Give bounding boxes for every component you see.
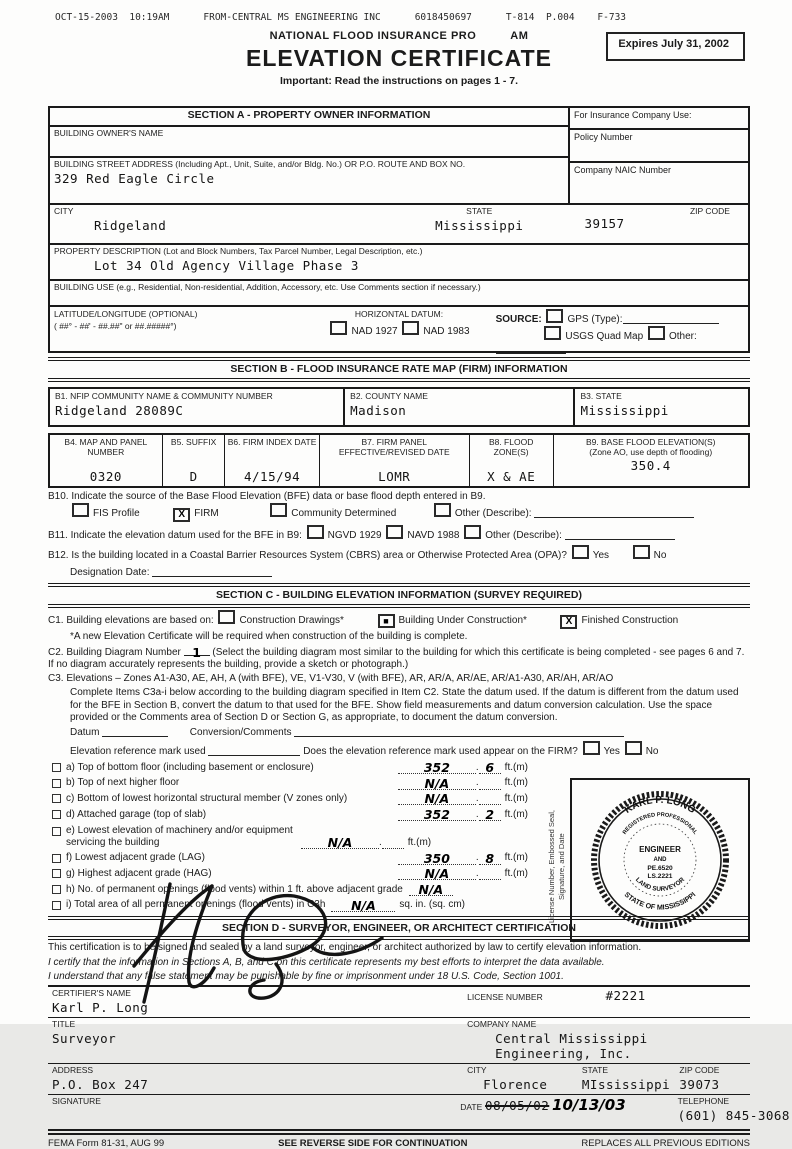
item-e-value: N/A: [301, 837, 379, 849]
certifier-state-label: STATE: [581, 1064, 609, 1075]
seal-surveyor-arc: LAND SURVEYOR: [633, 876, 687, 893]
address-label: ADDRESS: [52, 1064, 94, 1075]
b4-value: 0320: [89, 468, 122, 484]
item-d-decimal: 2: [479, 809, 501, 821]
certifier-name-row: [48, 987, 750, 1018]
item-g-value: N/A: [398, 868, 476, 880]
item-c-unit: ft.(m): [504, 793, 528, 805]
item-i-unit: sq. in. (sq. cm): [399, 899, 465, 911]
certifier-table: [48, 985, 790, 1131]
b9-header-cell: [553, 435, 748, 486]
seal-pe-number: PE.6520: [647, 864, 673, 872]
date-handwritten-value: 10/13/03: [552, 1095, 626, 1114]
telephone-label: TELEPHONE: [677, 1095, 730, 1106]
b6-value: 4/15/94: [244, 468, 301, 484]
building-under-construction-label: Building Under Construction*: [398, 614, 527, 626]
policy-number-field: Policy Number: [570, 130, 748, 163]
item-i-value: N/A: [331, 900, 395, 912]
item-e-checkbox: [52, 827, 61, 836]
form-header: [48, 30, 750, 102]
checkbox-b11-other: [464, 525, 481, 539]
b10-other-label: Other (Describe):: [454, 508, 532, 520]
program-name: NATIONAL FLOOD INSURANCE PRO: [269, 30, 477, 42]
item-g-checkbox: [52, 869, 61, 878]
b3-field: [573, 389, 748, 425]
firm-mark-yes-label: Yes: [603, 746, 620, 758]
reference-mark-question: Does the elevation reference mark used appear on the FIRM?: [303, 746, 578, 758]
building-use-field: [50, 281, 748, 307]
construction-drawings-label: Construction Drawings*: [239, 614, 344, 626]
item-b-unit: ft.(m): [504, 777, 528, 789]
street-address-field: [50, 158, 568, 196]
seal-note-line1: License Number, Embossed Seal,: [546, 810, 556, 924]
property-description-field: [50, 245, 748, 281]
item-g-label: g) Highest adjacent grade (HAG): [66, 868, 212, 880]
item-e-decimal: [382, 848, 404, 849]
checkbox-gps: [546, 309, 563, 323]
seal-state-arc: STATE OF MISSISSIPPI: [622, 889, 698, 912]
b10-other-blank: [534, 507, 694, 518]
zip-field: [580, 205, 748, 243]
checkbox-fis-profile: [72, 503, 89, 517]
latlong-format: ( ##° - ##' - ##.##" or ##.#####°): [54, 321, 177, 332]
certifier-city-value: Florence: [483, 1076, 548, 1092]
b4-header-cell: [50, 435, 162, 486]
fax-codes: T-814 P.004 F-733: [505, 12, 627, 23]
item-d-checkbox: [52, 810, 61, 819]
item-i-checkbox: [52, 901, 61, 910]
item-c-label: c) Bottom of lowest horizontal structural member (V zones only): [66, 793, 348, 805]
checkbox-usgs-quad: [544, 326, 561, 340]
designation-date-line: [48, 566, 750, 579]
b11-text: B11. Indicate the elevation datum used for the BFE in B9:: [48, 530, 302, 542]
certifier-state-field: [578, 1064, 676, 1094]
elevation-item-i: [48, 899, 528, 911]
form-footer: [48, 1133, 750, 1149]
certifier-city-label: CITY: [467, 1064, 487, 1075]
c1-text: C1. Building elevations are based on:: [48, 614, 214, 626]
nad-1927-label: NAD 1927: [351, 326, 398, 338]
b2-label: B2. COUNTY NAME: [350, 390, 428, 401]
elevation-item-e: e) Lowest elevation of machinery and/or equipment servicing the building N/A . ft.(m): [48, 825, 528, 849]
footer-center-note: SEE REVERSE SIDE FOR CONTINUATION: [278, 1137, 468, 1149]
title-company-row: [48, 1018, 750, 1064]
source-other-blank: [496, 343, 566, 354]
checkbox-construction-drawings: [218, 610, 235, 624]
checkbox-building-under-construction: [378, 614, 395, 628]
item-e-unit: ft.(m): [407, 836, 432, 848]
footer-right-note: REPLACES ALL PREVIOUS EDITIONS: [581, 1137, 750, 1149]
horizontal-datum-label: HORIZONTAL DATUM:: [354, 309, 444, 319]
checkbox-ngvd-1929: [307, 525, 324, 539]
item-a-unit: ft.(m): [504, 761, 528, 773]
c1-line: [48, 610, 750, 629]
b10-line: [48, 491, 750, 522]
license-number-value: #2221: [605, 988, 646, 1004]
horizontal-datum-field: [302, 309, 495, 357]
firm-map-table: [48, 433, 750, 488]
cbrs-no-label: No: [653, 550, 667, 562]
elevation-item-d: d) Attached garage (top of slab) 352 . 2 ft.(m): [48, 809, 528, 821]
b4-label: B4. MAP AND PANEL NUMBER: [64, 436, 148, 458]
designation-date-blank: [152, 566, 272, 577]
section-d-intro2: I certify that the information in Sections A, B, and C on this certificate represents my best efforts to interpret the data available.: [48, 956, 605, 968]
city-field: [50, 205, 378, 243]
b7-header-cell: [319, 435, 469, 486]
source-field: [496, 309, 744, 357]
property-description-label: PROPERTY DESCRIPTION (Lot and Block Numbers, Tax Parcel Number, Legal Description, etc.): [54, 246, 423, 256]
designation-date-label: Designation Date:: [70, 566, 150, 578]
certifier-name-label: CERTIFIER'S NAME: [52, 988, 131, 999]
certifier-name-field: [48, 987, 463, 1017]
section-a-title: SECTION A - PROPERTY OWNER INFORMATION: [50, 108, 568, 127]
checkbox-finished-construction: [560, 615, 577, 629]
item-b-decimal: [479, 789, 501, 790]
fax-number: 6018450697: [414, 12, 472, 23]
usgs-label: USGS Quad Map: [565, 331, 644, 343]
property-description-value: Lot 34 Old Agency Village Phase 3: [94, 258, 359, 274]
insurance-use-label: For Insurance Company Use:: [570, 108, 748, 130]
b6-header-cell: [224, 435, 318, 486]
b12-text: B12. Is the building located in a Coastal Barrier Resources System (CBRS) area or Otherwise Protected Area (OPA)?: [48, 550, 567, 562]
b8-label: B8. FLOOD ZONE(S): [488, 436, 534, 458]
certifier-zip-value: 39073: [679, 1076, 720, 1092]
source-label: SOURCE:: [495, 314, 542, 325]
nad-1983-label: NAD 1983: [423, 326, 470, 338]
item-f-unit: ft.(m): [504, 852, 528, 864]
owner-name-label: BUILDING OWNER'S NAME: [54, 128, 164, 138]
item-b-label: b) Top of next higher floor: [66, 777, 180, 789]
section-b-community-row: [48, 387, 750, 427]
elevation-item-b: b) Top of next higher floor N/A . ft.(m): [48, 777, 528, 789]
title-label: TITLE: [52, 1019, 76, 1030]
checkbox-firm-mark-no: [625, 741, 642, 755]
certifier-name-value: Karl P. Long: [52, 1000, 149, 1016]
title-value: Surveyor: [52, 1031, 117, 1047]
reference-mark-line: [48, 741, 750, 758]
address-city-row: [48, 1064, 750, 1095]
b3-value: Mississippi: [580, 402, 669, 418]
expiration-box: Expires July 31, 2002: [606, 32, 745, 61]
certifier-zip-field: [675, 1064, 750, 1094]
fax-sender: FROM-CENTRAL MS ENGINEERING INC: [203, 12, 381, 23]
item-d-unit: ft.(m): [504, 808, 528, 820]
seal-registered-arc: REGISTERED PROFESSIONAL: [621, 811, 699, 836]
item-f-value: 350: [398, 853, 476, 865]
item-g-unit: ft.(m): [504, 868, 528, 880]
checkbox-source-other: [648, 326, 665, 340]
section-c-title: SECTION C - BUILDING ELEVATION INFORMATION (SURVEY REQUIRED): [48, 583, 750, 608]
item-a-checkbox: [52, 763, 61, 772]
signature-date-row: [48, 1095, 790, 1131]
checkbox-cbrs-yes: [572, 545, 589, 559]
item-c-value: N/A: [398, 793, 476, 805]
item-a-label: a) Top of bottom floor (including basement or enclosure): [66, 761, 314, 773]
b2-field: [343, 389, 573, 425]
city-value: Ridgeland: [94, 218, 167, 234]
firm-check-mark: X: [178, 509, 186, 521]
fema-form-id: FEMA Form 81-31, AUG 99: [48, 1137, 165, 1149]
checkbox-community-determined: [270, 503, 287, 517]
b2-value: Madison: [350, 402, 407, 418]
company-field: [463, 1018, 750, 1063]
svg-text:STATE OF MISSISSIPPI: [623, 890, 698, 912]
b8-header-cell: [469, 435, 553, 486]
b1-field: [50, 389, 343, 425]
c3-paragraph: Complete Items C3a-i below according to the building diagram specified in Item C2. State the datum used. If the datum is different from the datum used for the BFE in Section B, convert the datum to that used for the BFE. Show field measurements and datum conversion calculation. Use the space provided or the Comments area of Section D or Section G, as appropriate, to document the datum conversion.: [70, 687, 739, 723]
surveyor-seal-icon: [585, 785, 735, 935]
item-i-label: i) Total area of all permanent openings (flood vents) in C3h: [66, 899, 326, 911]
seal-name-arc: KARL P. LONG: [622, 794, 698, 816]
finished-construction-mark: X: [565, 615, 573, 627]
certifier-city-field: [463, 1064, 578, 1094]
item-a-decimal: 6: [479, 762, 501, 774]
city-state-zip-row: [50, 203, 748, 245]
item-h-label: h) No. of permanent openings (flood vents) within 1 ft. above adjacent grade: [66, 883, 403, 895]
b5-header-cell: [162, 435, 225, 486]
insurance-company-use-box: [570, 108, 748, 203]
checkbox-nad-1927: [330, 321, 347, 335]
b9-sublabel: (Zone AO, use depth of flooding): [589, 447, 713, 458]
address-field: [48, 1064, 463, 1094]
signature-label: SIGNATURE: [52, 1095, 101, 1106]
item-c-checkbox: [52, 794, 61, 803]
datum-line: [48, 726, 750, 739]
b5-label: B5. SUFFIX: [170, 436, 217, 447]
ngvd-1929-label: NGVD 1929: [327, 530, 382, 542]
b6-label: B6. FIRM INDEX DATE: [227, 436, 317, 447]
elevation-items-area: [48, 759, 750, 924]
section-d-intro3: I understand that any false statement may be punishable by fine or imprisonment under 18 U.S. Code, Section 1001.: [48, 970, 564, 982]
b5-value: D: [189, 468, 198, 484]
b9-value: 350.4: [630, 457, 671, 473]
company-label: COMPANY NAME: [467, 1019, 537, 1030]
item-f-decimal: 8: [479, 853, 501, 865]
community-determined-label: Community Determined: [291, 508, 397, 520]
gps-label: GPS (Type):: [567, 314, 623, 325]
fis-profile-label: FIS Profile: [93, 508, 140, 520]
program-suffix: AM: [510, 30, 529, 42]
owner-name-field: [50, 127, 568, 158]
checkbox-firm: [173, 508, 190, 522]
item-d-value: 352: [398, 809, 476, 821]
c2-suffix: (Select the building diagram most similar to the building for which this certificate is being completed - see pages 6 and 7. If no diagram accurately represents the building, provide a sketch or photograph.): [48, 646, 745, 670]
elevation-item-c: c) Bottom of lowest horizontal structural member (V zones only) N/A . ft.(m): [48, 793, 528, 805]
zip-value: 39157: [584, 216, 625, 232]
city-label: CITY: [54, 206, 74, 216]
b11-other-blank: [565, 529, 675, 540]
c3-heading: C3. Elevations – Zones A1-A30, AE, AH, A (with BFE), VE, V1-V30, V (with BFE), AR, AR/A, AR/AE, AR/A1-A30, AR/AH, AR/AO: [48, 673, 614, 685]
title-field: [48, 1018, 463, 1063]
certifier-zip-label: ZIP CODE: [679, 1064, 720, 1075]
item-a-value: 352: [398, 762, 476, 774]
latlong-row: [50, 307, 748, 351]
fax-datetime: OCT-15-2003 10:19AM: [55, 12, 170, 23]
b11-other-label: Other (Describe):: [485, 530, 562, 542]
firm-mark-no-label: No: [645, 746, 659, 758]
checkbox-navd-1988: [386, 525, 403, 539]
elevation-item-g: g) Highest adjacent grade (HAG) N/A . ft.(m): [48, 868, 528, 880]
seal-side-note: [547, 802, 567, 932]
signature-field: [48, 1095, 456, 1129]
item-f-checkbox: [52, 854, 61, 863]
section-b-title: SECTION B - FLOOD INSURANCE RATE MAP (FIRM) INFORMATION: [48, 357, 750, 382]
state-value: Mississippi: [435, 218, 524, 234]
section-d-title: SECTION D - SURVEYOR, ENGINEER, OR ARCHITECT CERTIFICATION: [48, 916, 750, 941]
b1-label: B1. NFIP COMMUNITY NAME & COMMUNITY NUMBER: [55, 390, 273, 401]
b3-label: B3. STATE: [580, 390, 622, 401]
state-field: [378, 205, 580, 243]
seal-engineer-text: ENGINEER: [639, 844, 681, 854]
conversion-comments-label: Conversion/Comments: [189, 726, 292, 738]
b10-text: B10. Indicate the source of the Base Flood Elevation (BFE) data or base flood depth entered in B9.: [48, 491, 486, 503]
b7-value: LOMR: [378, 468, 411, 484]
item-h-value: N/A: [409, 884, 453, 896]
license-number-field: [463, 987, 750, 1017]
item-e-label: e) Lowest elevation of machinery and/or equipment servicing the building: [66, 824, 293, 848]
certifier-state-value: MIssissippi: [581, 1076, 671, 1092]
cbrs-yes-label: Yes: [592, 550, 610, 562]
conversion-comments-blank: [294, 726, 624, 737]
street-address-label: BUILDING STREET ADDRESS (Including Apt., Unit, Suite, and/or Bldg. No.) OR P.O. ROUTE AND BOX NO.: [54, 159, 466, 169]
datum-blank: [102, 726, 168, 737]
section-d-intro1: This certification is to be signed and sealed by a land surveyor, engineer, or architect authorized by law to certify elevation information.: [48, 942, 642, 954]
c2-diagram-number: 1: [184, 645, 210, 656]
checkbox-cbrs-no: [633, 545, 650, 559]
date-label: DATE: [460, 1101, 483, 1112]
item-h-checkbox: [52, 885, 61, 894]
reference-mark-blank: [208, 745, 300, 756]
b8-value: X & AE: [487, 468, 536, 484]
elevation-item-a: a) Top of bottom floor (including basement or enclosure) 352 . 6 ft.(m): [48, 762, 528, 774]
license-number-label: LICENSE NUMBER: [467, 992, 543, 1003]
datum-label: Datum: [70, 726, 100, 738]
date-field: [456, 1095, 673, 1129]
elevation-item-f: f) Lowest adjacent grade (LAG) 350 . 8 ft.(m): [48, 852, 528, 864]
seal-and-text: AND: [653, 856, 667, 863]
b7-label: B7. FIRM PANEL EFFECTIVE/REVISED DATE: [338, 436, 450, 458]
c2-prefix: C2. Building Diagram Number: [48, 646, 181, 658]
item-c-decimal: [479, 804, 501, 805]
c2-line: [48, 645, 750, 671]
section-a: [48, 106, 750, 353]
firm-label: FIRM: [194, 508, 219, 520]
elevation-item-h: [48, 881, 528, 897]
item-f-label: f) Lowest adjacent grade (LAG): [66, 852, 205, 864]
building-use-label: BUILDING USE (e.g., Residential, Non-residential, Addition, Accessory, etc. Use Comments section if necessary.): [54, 282, 481, 292]
form-title: ELEVATION CERTIFICATE: [246, 45, 552, 72]
item-b-checkbox: [52, 779, 61, 788]
surveyor-seal-box: [570, 778, 750, 942]
checkbox-nad-1983: [402, 321, 419, 335]
seal-ls-number: LS.2221: [647, 872, 673, 880]
checkbox-b10-other: [434, 503, 451, 517]
naic-number-field: Company NAIC Number: [574, 165, 672, 175]
instructions-note: Important: Read the instructions on pages 1 - 7.: [279, 75, 519, 88]
under-construction-mark: ■: [383, 615, 389, 626]
address-value: P.O. Box 247: [52, 1076, 149, 1092]
finished-construction-label: Finished Construction: [581, 614, 679, 626]
telephone-field: [674, 1095, 790, 1129]
gps-type-blank: [623, 313, 719, 324]
date-typed-value: 08/05/02: [485, 1097, 550, 1113]
zip-label: ZIP CODE: [689, 206, 730, 216]
item-d-label: d) Attached garage (top of slab): [66, 808, 207, 820]
b12-line: [48, 545, 750, 562]
navd-1988-label: NAVD 1988: [407, 530, 460, 542]
latlong-label: LATITUDE/LONGITUDE (OPTIONAL): [54, 309, 198, 319]
latlong-field: [54, 309, 302, 357]
company-value: Central Mississippi Engineering, Inc.: [495, 1031, 648, 1062]
b9-label: B9. BASE FLOOD ELEVATION(S): [585, 436, 716, 447]
b1-value: Ridgeland 28089C: [55, 402, 184, 418]
seal-note-line2: Signature, and Date: [556, 833, 566, 901]
item-b-value: N/A: [398, 778, 476, 790]
c1-footnote: *A new Elevation Certificate will be required when construction of the building is complete.: [70, 630, 468, 642]
source-other-label: Other:: [668, 331, 697, 343]
reference-mark-label: Elevation reference mark used: [70, 746, 206, 758]
street-address-value: 329 Red Eagle Circle: [54, 171, 215, 187]
item-g-decimal: [479, 879, 501, 880]
b11-line: [48, 525, 750, 542]
state-label: STATE: [466, 206, 493, 216]
checkbox-firm-mark-yes: [583, 741, 600, 755]
telephone-value: (601) 845-3068: [677, 1107, 790, 1123]
